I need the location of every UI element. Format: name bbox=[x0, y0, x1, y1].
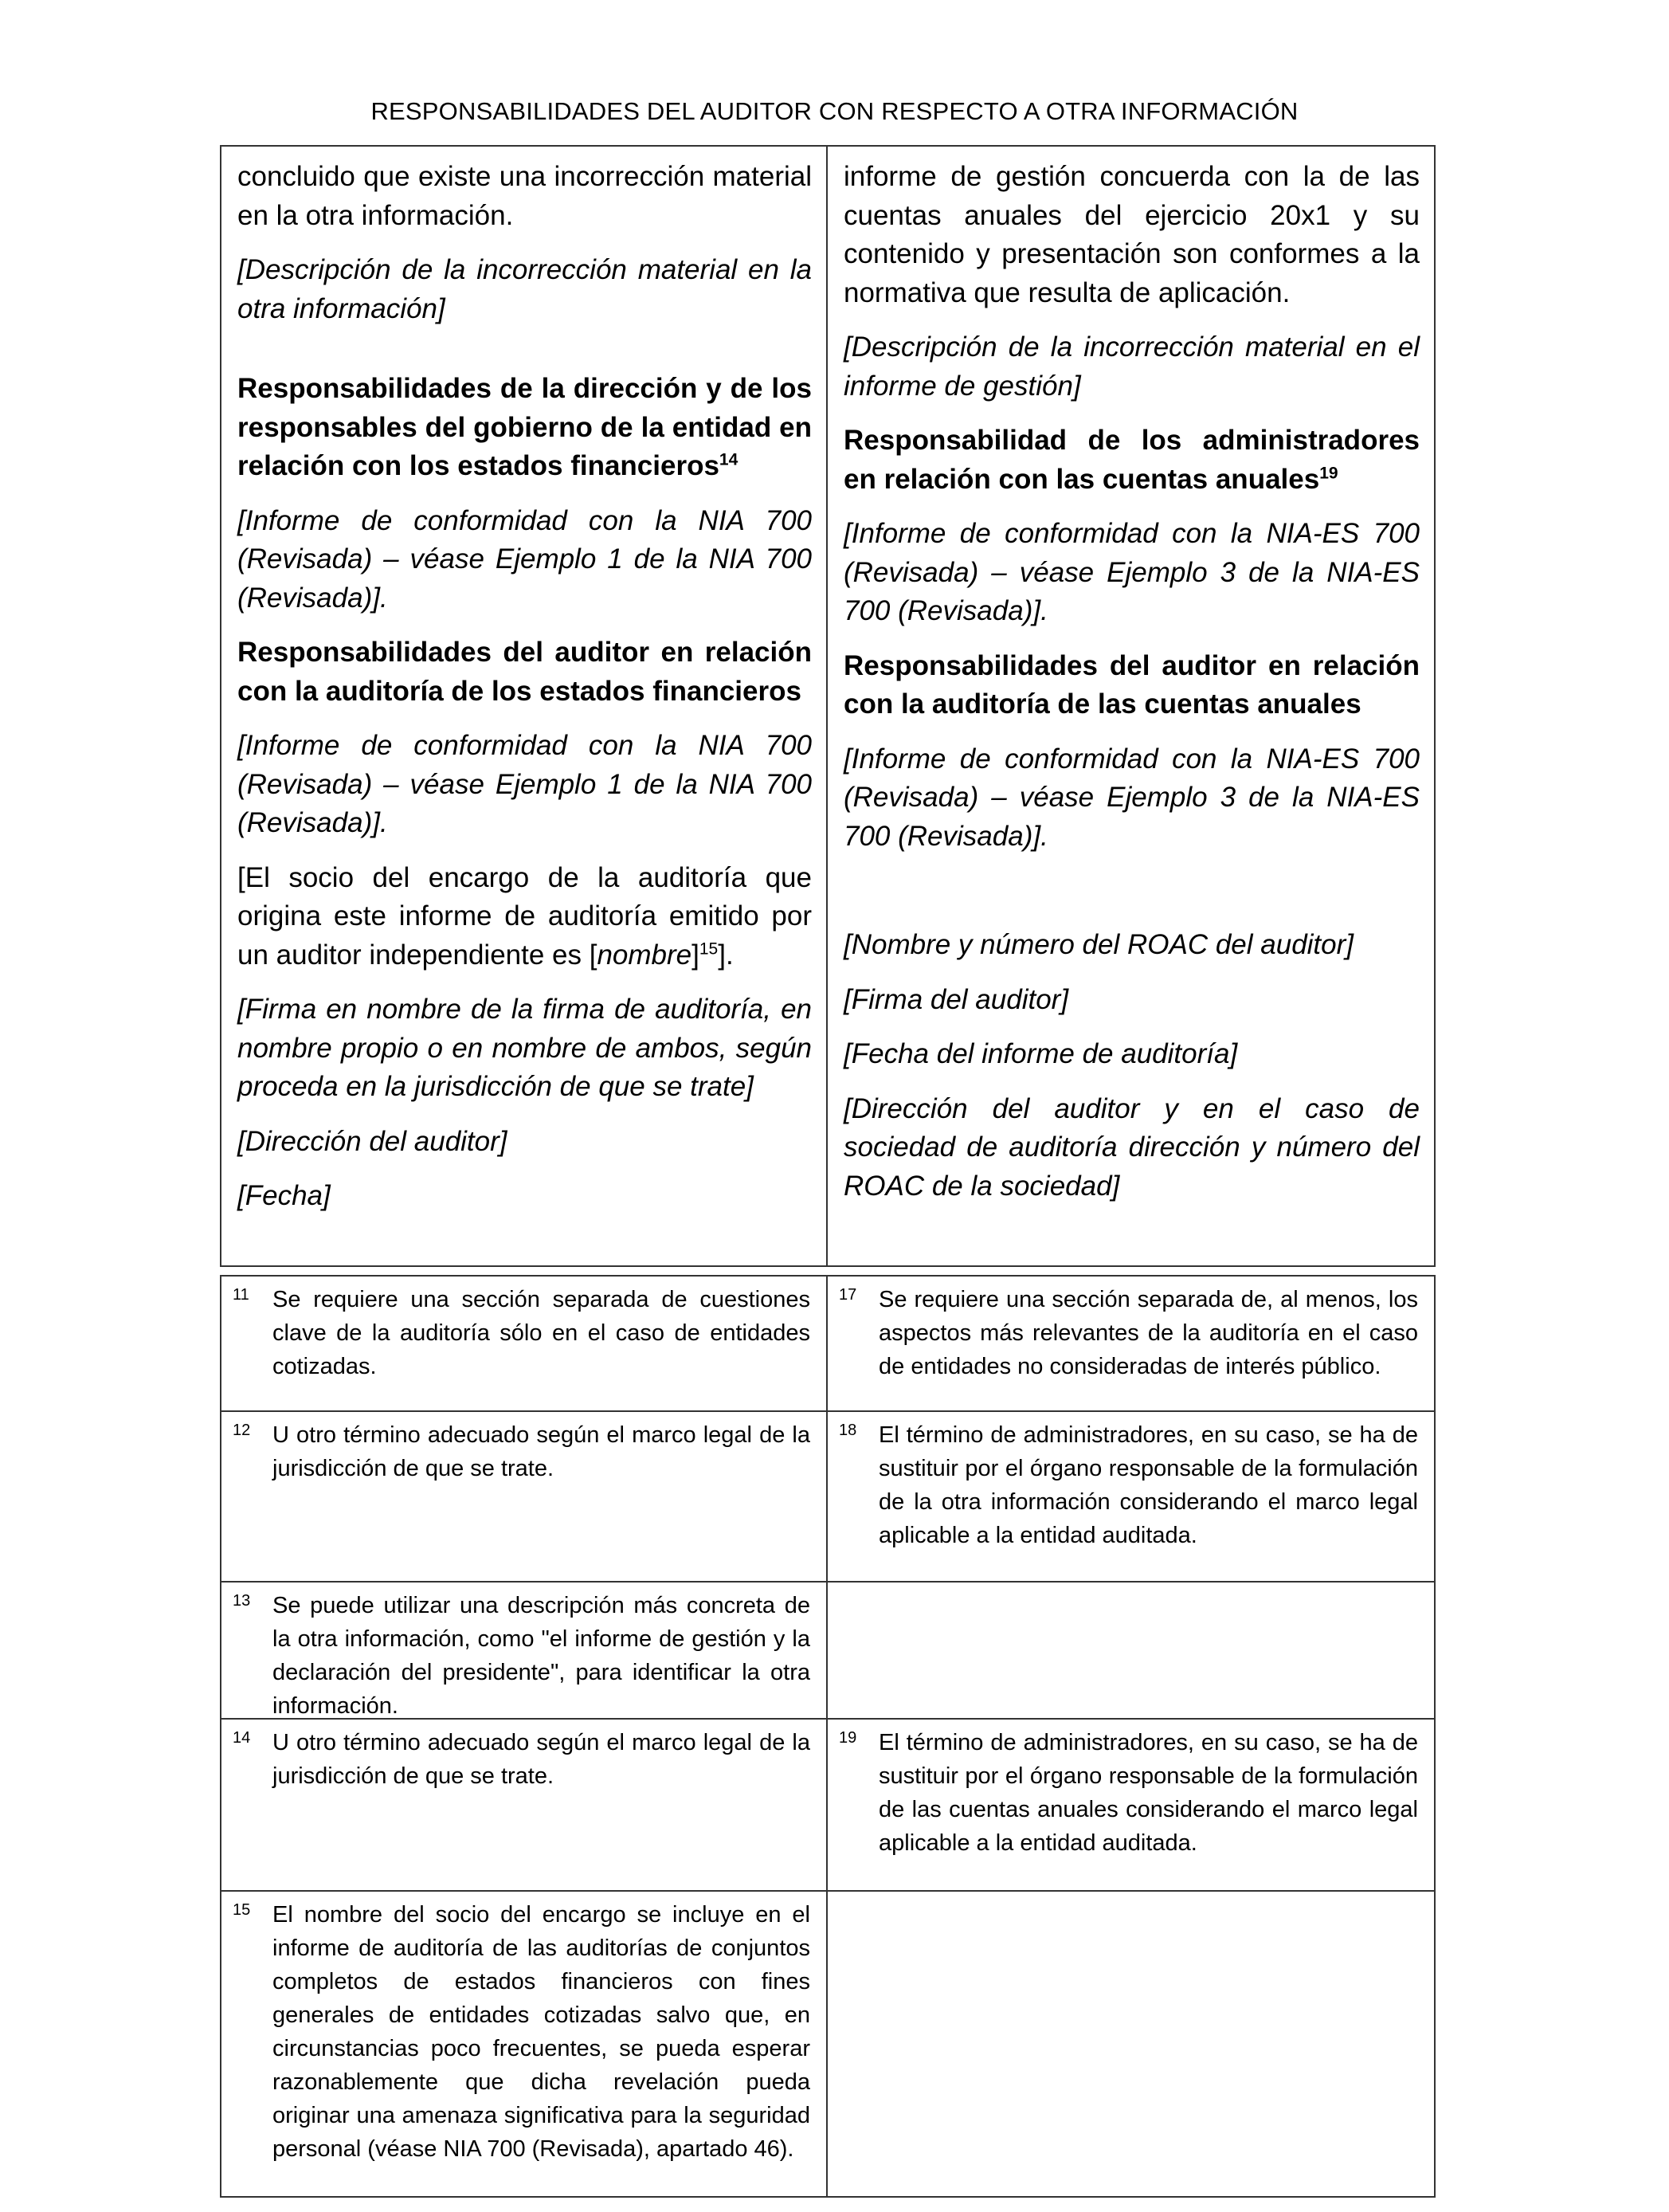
footnote-number: 19 bbox=[839, 1729, 857, 1747]
footnote-cell bbox=[220, 1720, 828, 1892]
right-placeholder-address: [Dirección del auditor y en el caso de sociedad de auditoría dirección y número del ROAC de la sociedad] bbox=[844, 1092, 1420, 1202]
footnote-text: El nombre del socio del encargo se incluye en el informe de auditoría de las auditorías de conjuntos completos de estados financieros con fines generales de entidades cotizadas salvo que, en circunstancias poco frecuentes, se pueda esperar razonablemente que dicha revelación pueda originar una amenaza significativa para la seguridad personal (véase NIA 700 (Revisada), apartado 46). bbox=[272, 1902, 810, 2162]
footnote-text: U otro término adecuado según el marco legal de la jurisdicción de que se trate. bbox=[272, 1730, 810, 1789]
footnote-cell bbox=[828, 1275, 1436, 1412]
footnote-text: U otro término adecuado según el marco legal de la jurisdicción de que se trate. bbox=[272, 1422, 810, 1481]
right-paragraph-conclusion: informe de gestión concuerda con la de las cuentas anuales del ejercicio 20x1 y su contenido y presentación son conformes a la normativa que resulta de aplicación. bbox=[844, 161, 1420, 308]
partner-text-a: [El socio del encargo de la auditoría que origina este informe de auditoría emitido por un auditor independiente es [ bbox=[237, 861, 812, 971]
left-paragraph-conclusion: concluido que existe una incorrección material en la otra información. bbox=[237, 161, 812, 231]
partner-name-placeholder: nombre bbox=[597, 939, 692, 971]
right-placeholder-nia-es-700-1: [Informe de conformidad con la NIA-ES 700 (Revisada) – véase Ejemplo 3 de la NIA-ES 700 (Revisada)]. bbox=[844, 518, 1420, 626]
footnote-row bbox=[220, 1720, 1436, 1892]
footnote-number: 14 bbox=[233, 1729, 251, 1747]
footnote-ref-14[interactable]: 14 bbox=[719, 450, 739, 469]
right-column bbox=[828, 147, 1434, 1265]
left-placeholder-misstatement: [Descripción de la incorrección material en la otra información] bbox=[237, 254, 812, 324]
footnote-number: 12 bbox=[233, 1422, 251, 1439]
footnote-cell bbox=[828, 1412, 1436, 1583]
partner-text-d: ]. bbox=[718, 939, 734, 971]
left-column bbox=[221, 147, 828, 1265]
right-heading-administrators-text: Responsabilidad de los administradores en relación con las cuentas anuales bbox=[844, 425, 1420, 495]
footnote-cell-empty bbox=[828, 1583, 1436, 1720]
footnote-number: 13 bbox=[233, 1592, 251, 1610]
left-paragraph-engagement-partner bbox=[237, 859, 812, 975]
footnotes-table bbox=[220, 1275, 1436, 2198]
footnote-cell bbox=[220, 1892, 828, 2198]
left-placeholder-address: [Dirección del auditor] bbox=[237, 1125, 507, 1157]
left-placeholder-date: [Fecha] bbox=[237, 1180, 331, 1211]
footnote-number bbox=[839, 1589, 879, 1718]
left-heading-management-responsibilities bbox=[237, 370, 812, 486]
page-header: RESPONSABILIDADES DEL AUDITOR CON RESPECTO A OTRA INFORMACIÓN bbox=[370, 97, 1299, 125]
right-heading-administrators-responsibility bbox=[844, 422, 1420, 499]
footnote-number: 15 bbox=[233, 1901, 251, 1919]
footnote-row bbox=[220, 1892, 1436, 2198]
footnote-row bbox=[220, 1583, 1436, 1720]
footnote-cell bbox=[220, 1412, 828, 1583]
footnote-number bbox=[839, 1898, 879, 2196]
footnote-ref-19[interactable]: 19 bbox=[1319, 463, 1338, 482]
footnote-text: El término de administradores, en su caso, se ha de sustituir por el órgano responsable de la formulación de la otra información considerando el marco legal aplicable a la entidad auditada. bbox=[879, 1422, 1418, 1548]
left-heading-management-text: Responsabilidades de la dirección y de los responsables del gobierno de la entidad en relación con los estados financieros bbox=[237, 373, 812, 481]
footnote-number: 11 bbox=[233, 1286, 249, 1304]
footnote-cell bbox=[828, 1720, 1436, 1892]
left-heading-auditor-responsibilities: Responsabilidades del auditor en relación con la auditoría de los estados financieros bbox=[237, 637, 812, 707]
right-placeholder-report-date: [Fecha del informe de auditoría] bbox=[844, 1038, 1238, 1069]
footnote-cell-empty bbox=[828, 1892, 1436, 2198]
footnote-row bbox=[220, 1412, 1436, 1583]
footnote-text: El término de administradores, en su caso, se ha de sustituir por el órgano responsable de la formulación de las cuentas anuales considerando el marco legal aplicable a la entidad auditada. bbox=[879, 1730, 1418, 1856]
footnote-text: Se requiere una sección separada de, al menos, los aspectos más relevantes de la auditoría en el caso de entidades no consideradas de interés público. bbox=[879, 1287, 1418, 1379]
report-comparison-table bbox=[220, 145, 1436, 1267]
right-heading-auditor-responsibilities: Responsabilidades del auditor en relación con la auditoría de las cuentas anuales bbox=[844, 649, 1420, 720]
right-placeholder-nia-es-700-2: [Informe de conformidad con la NIA-ES 700 (Revisada) – véase Ejemplo 3 de la NIA-ES 700 (Revisada)]. bbox=[844, 743, 1420, 852]
left-placeholder-nia700-2: [Informe de conformidad con la NIA 700 (Revisada) – véase Ejemplo 1 de la NIA 700 (Revisada)]. bbox=[237, 730, 812, 838]
left-placeholder-nia700-1: [Informe de conformidad con la NIA 700 (Revisada) – véase Ejemplo 1 de la NIA 700 (Revisada)]. bbox=[237, 504, 812, 614]
right-placeholder-signature: [Firma del auditor] bbox=[844, 983, 1069, 1015]
footnote-cell bbox=[220, 1583, 828, 1720]
footnote-number: 18 bbox=[839, 1422, 857, 1439]
left-placeholder-signature: [Firma en nombre de la firma de auditoría, en nombre propio o en nombre de ambos, según proceda en la jurisdicción de que se trate] bbox=[237, 994, 812, 1102]
right-placeholder-roac-auditor: [Nombre y número del ROAC del auditor] bbox=[844, 929, 1354, 960]
footnote-row bbox=[220, 1275, 1436, 1412]
partner-text-c: ] bbox=[691, 939, 699, 971]
footnote-number: 17 bbox=[839, 1286, 857, 1304]
right-placeholder-misstatement: [Descripción de la incorrección material en el informe de gestión] bbox=[844, 331, 1420, 402]
footnote-cell bbox=[220, 1275, 828, 1412]
footnote-text: Se puede utilizar una descripción más concreta de la otra información, como "el informe de gestión y la declaración del presidente", para identificar la otra información. bbox=[272, 1593, 810, 1719]
footnote-ref-15[interactable]: 15 bbox=[699, 939, 719, 958]
footnote-text: Se requiere una sección separada de cuestiones clave de la auditoría sólo en el caso de entidades cotizadas. bbox=[272, 1287, 810, 1379]
